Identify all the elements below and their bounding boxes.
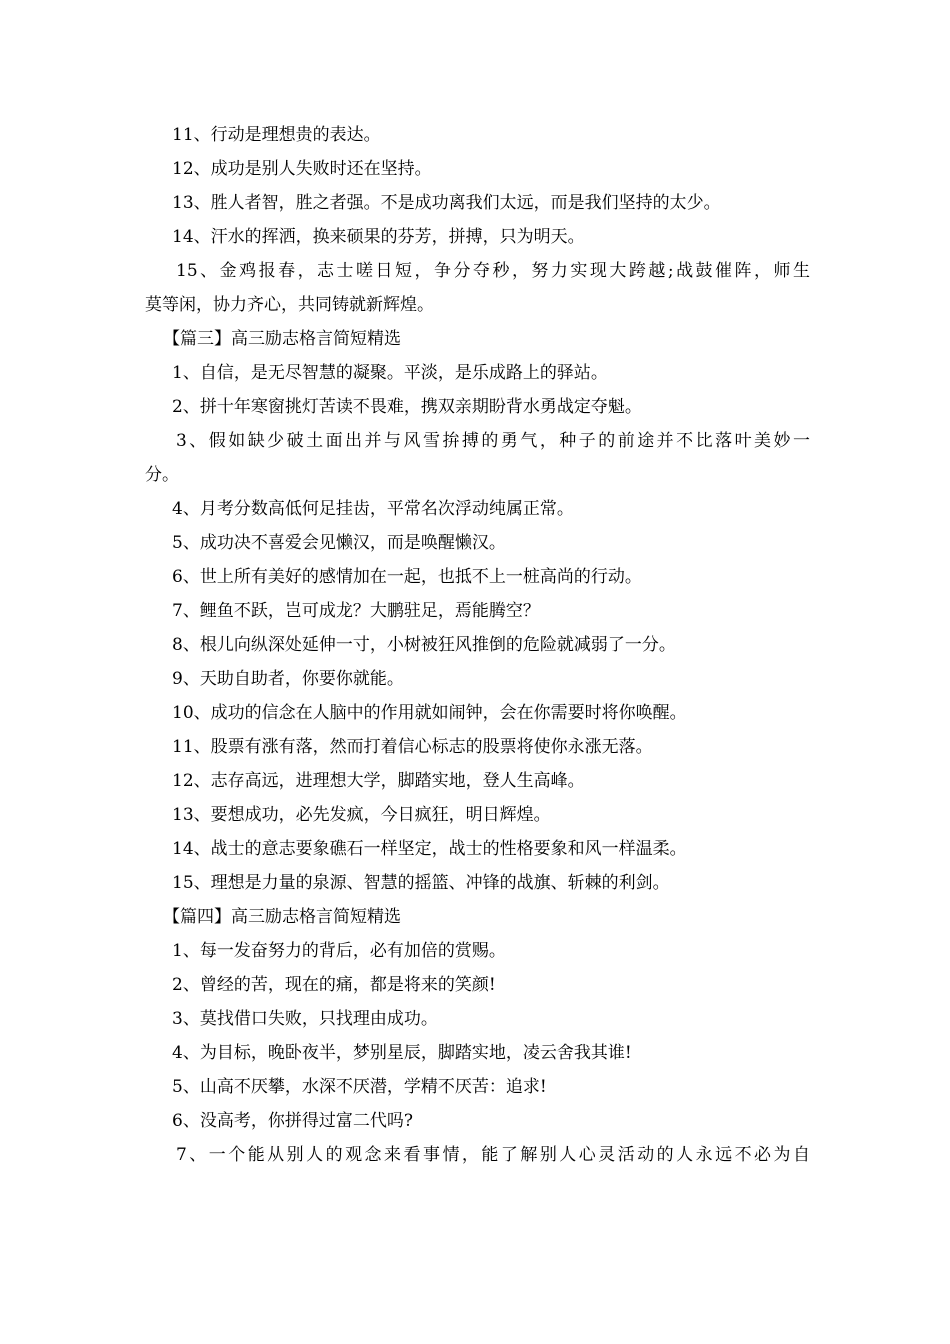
text-line: 11、股票有涨有落，然而打着信心标志的股票将使你永涨无落。 xyxy=(172,737,653,757)
text-line: 6、世上所有美好的感情加在一起，也抵不上一桩高尚的行动。 xyxy=(172,567,642,587)
text-line: 莫等闲，协力齐心，共同铸就新辉煌。 xyxy=(145,295,434,315)
text-line: 2、拼十年寒窗挑灯苦读不畏难，携双亲期盼背水勇战定夺魁。 xyxy=(172,397,642,417)
text-line: 15、理想是力量的泉源、智慧的摇篮、冲锋的战旗、斩棘的利剑。 xyxy=(172,873,670,893)
text-line: 14、汗水的挥洒，换来硕果的芬芳，拼搏，只为明天。 xyxy=(172,227,585,247)
text-line: 4、为目标，晚卧夜半，梦别星辰，脚踏实地，凌云舍我其谁! xyxy=(172,1043,632,1063)
text-line: 14、战士的意志要象礁石一样坚定，战士的性格要象和风一样温柔。 xyxy=(172,839,687,859)
text-line: 4、月考分数高低何足挂齿，平常名次浮动纯属正常。 xyxy=(172,499,574,519)
text-line: 5、成功决不喜爱会见懒汉，而是唤醒懒汉。 xyxy=(172,533,506,553)
text-line: 3、假如缺少破土面出并与风雪拚搏的勇气，种子的前途并不比落叶美妙一 xyxy=(176,431,810,451)
text-line: 1、每一发奋努力的背后，必有加倍的赏赐。 xyxy=(172,941,506,961)
section-heading: 【篇四】高三励志格言简短精选 xyxy=(163,907,401,927)
document-body xyxy=(145,118,810,1172)
text-line: 分。 xyxy=(145,465,179,485)
text-line: 13、要想成功，必先发疯，今日疯狂，明日辉煌。 xyxy=(172,805,551,825)
text-line: 11、行动是理想贵的表达。 xyxy=(172,125,381,145)
text-line: 7、鲤鱼不跃，岂可成龙？大鹏驻足，焉能腾空？ xyxy=(172,601,540,621)
text-line: 12、志存高远，进理想大学，脚踏实地，登人生高峰。 xyxy=(172,771,585,791)
text-line: 13、胜人者智，胜之者强。不是成功离我们太远，而是我们坚持的太少。 xyxy=(172,193,721,213)
text-line: 7、一个能从别人的观念来看事情，能了解别人心灵活动的人永远不必为自 xyxy=(176,1145,810,1165)
text-line: 1、自信，是无尽智慧的凝聚。平淡，是乐成路上的驿站。 xyxy=(172,363,608,383)
text-line: 6、没高考，你拼得过富二代吗? xyxy=(172,1111,413,1131)
text-line: 10、成功的信念在人脑中的作用就如闹钟，会在你需要时将你唤醒。 xyxy=(172,703,687,723)
text-line: 9、天助自助者，你要你就能。 xyxy=(172,669,404,689)
text-line: 2、曾经的苦，现在的痛，都是将来的笑颜! xyxy=(172,975,496,995)
text-line: 12、成功是别人失败时还在坚持。 xyxy=(172,159,432,179)
text-line: 3、莫找借口失败，只找理由成功。 xyxy=(172,1009,438,1029)
text-line: 15、金鸡报春，志士嗟日短，争分夺秒，努力实现大跨越;战鼓催阵，师生 xyxy=(176,261,810,281)
text-line: 5、山高不厌攀，水深不厌潜，学精不厌苦：追求! xyxy=(172,1077,547,1097)
text-line: 8、根儿向纵深处延伸一寸，小树被狂风推倒的危险就减弱了一分。 xyxy=(172,635,676,655)
section-heading: 【篇三】高三励志格言简短精选 xyxy=(163,329,401,349)
